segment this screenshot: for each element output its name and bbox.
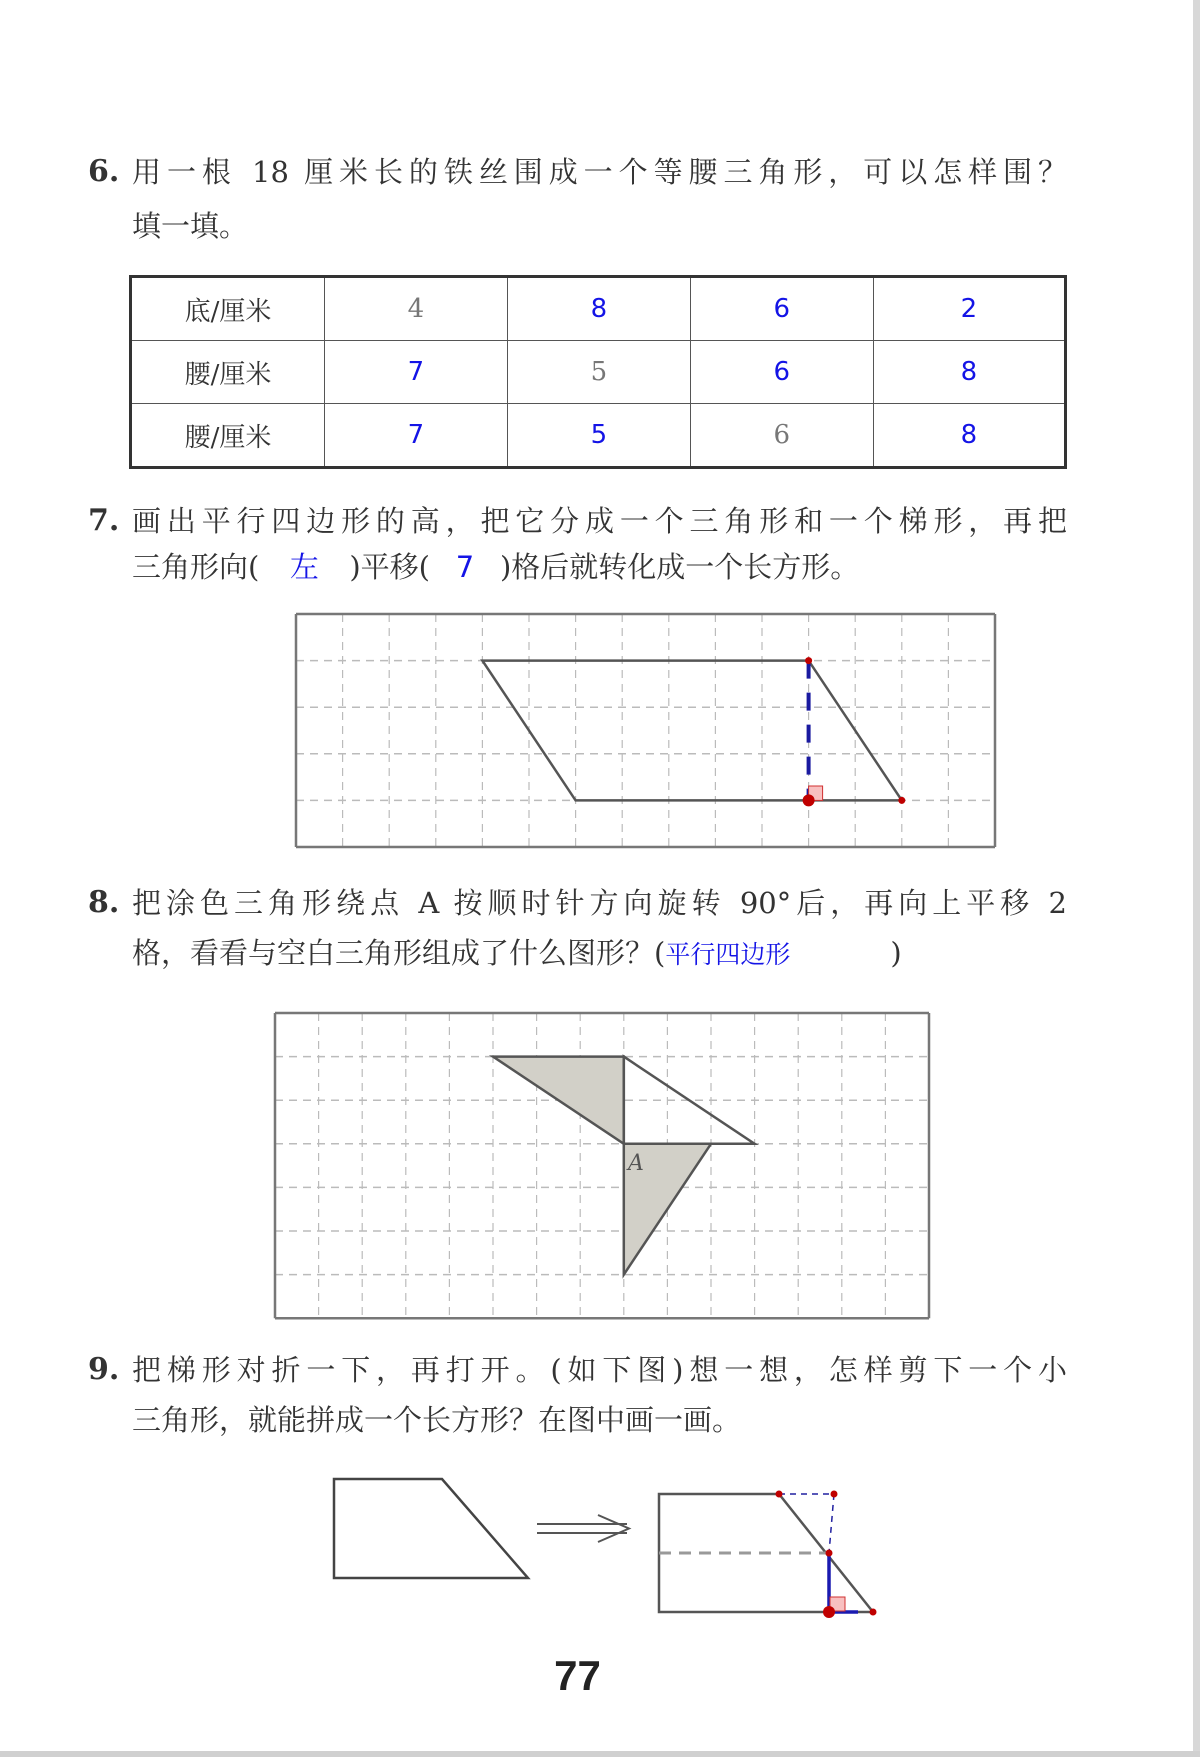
shaded-triangle-rotated: [493, 1057, 624, 1144]
row-label: 腰/厘米: [131, 404, 325, 468]
answer-cell: 2: [873, 277, 1065, 341]
question-9-number: 9.: [88, 1352, 120, 1387]
given-cell: 6: [690, 404, 873, 468]
text: )格后就转化成一个长方形。: [499, 550, 860, 584]
text: 格，看看与空白三角形组成了什么图形？(: [132, 936, 666, 970]
point-marker: [803, 794, 815, 806]
answer-cell: 8: [873, 404, 1065, 468]
point-marker: [805, 657, 812, 664]
question-8-text: 把涂色三角形绕点 A 按顺时针方向旋转 90°后，再向上平移 2: [132, 886, 1067, 920]
answer-cell: 7: [325, 404, 508, 468]
question-6-text-2: 填一填。: [132, 209, 249, 243]
question-7-text: 画出平行四边形的高，把它分成一个三角形和一个梯形，再把: [132, 504, 1067, 538]
answer-direction: 左: [289, 550, 319, 584]
point-marker: [823, 1606, 835, 1618]
answer-steps: 7: [455, 550, 475, 584]
answer-shape: 平行四边形: [665, 940, 791, 969]
question-6-text: 用一根 18 厘米长的铁丝围成一个等腰三角形，可以怎样围？: [132, 155, 1067, 189]
point-marker: [831, 1491, 838, 1498]
row-label: 腰/厘米: [131, 341, 325, 404]
answer-cell: 8: [873, 341, 1065, 404]
question-9-text: 把梯形对折一下，再打开。(如下图)想一想，怎样剪下一个小: [132, 1353, 1067, 1387]
rotation-figure: [493, 1057, 755, 1275]
point-a-label: A: [628, 1151, 644, 1176]
point-marker: [898, 797, 905, 804]
point-marker: [826, 1550, 833, 1557]
answer-cell: 8: [507, 277, 690, 341]
trapezoid: [334, 1479, 528, 1578]
answer-cell: 5: [507, 404, 690, 468]
question-8-number: 8.: [88, 885, 120, 920]
answer-cell: 7: [325, 341, 508, 404]
question-6-number: 6.: [88, 154, 120, 189]
parallelogram-figure: [482, 657, 905, 806]
given-cell: 5: [507, 341, 690, 404]
row-label: 底/厘米: [131, 277, 325, 341]
text: )平移(: [349, 550, 430, 584]
point-marker: [870, 1609, 877, 1616]
q7-grid: [296, 614, 995, 847]
point-marker: [776, 1491, 783, 1498]
given-cell: 4: [325, 277, 508, 341]
text: ): [890, 936, 902, 970]
double-arrow-icon: [537, 1515, 629, 1542]
answer-cell: 6: [690, 341, 873, 404]
page-number: 77: [554, 1652, 601, 1699]
answer-cell: 6: [690, 277, 873, 341]
parallelogram: [482, 661, 901, 801]
question-7-number: 7.: [88, 503, 120, 538]
question-9-text-2: 三角形，就能拼成一个长方形？在图中画一画。: [132, 1403, 742, 1437]
trapezoid-figure: [334, 1479, 877, 1618]
text: 三角形向(: [132, 550, 260, 584]
